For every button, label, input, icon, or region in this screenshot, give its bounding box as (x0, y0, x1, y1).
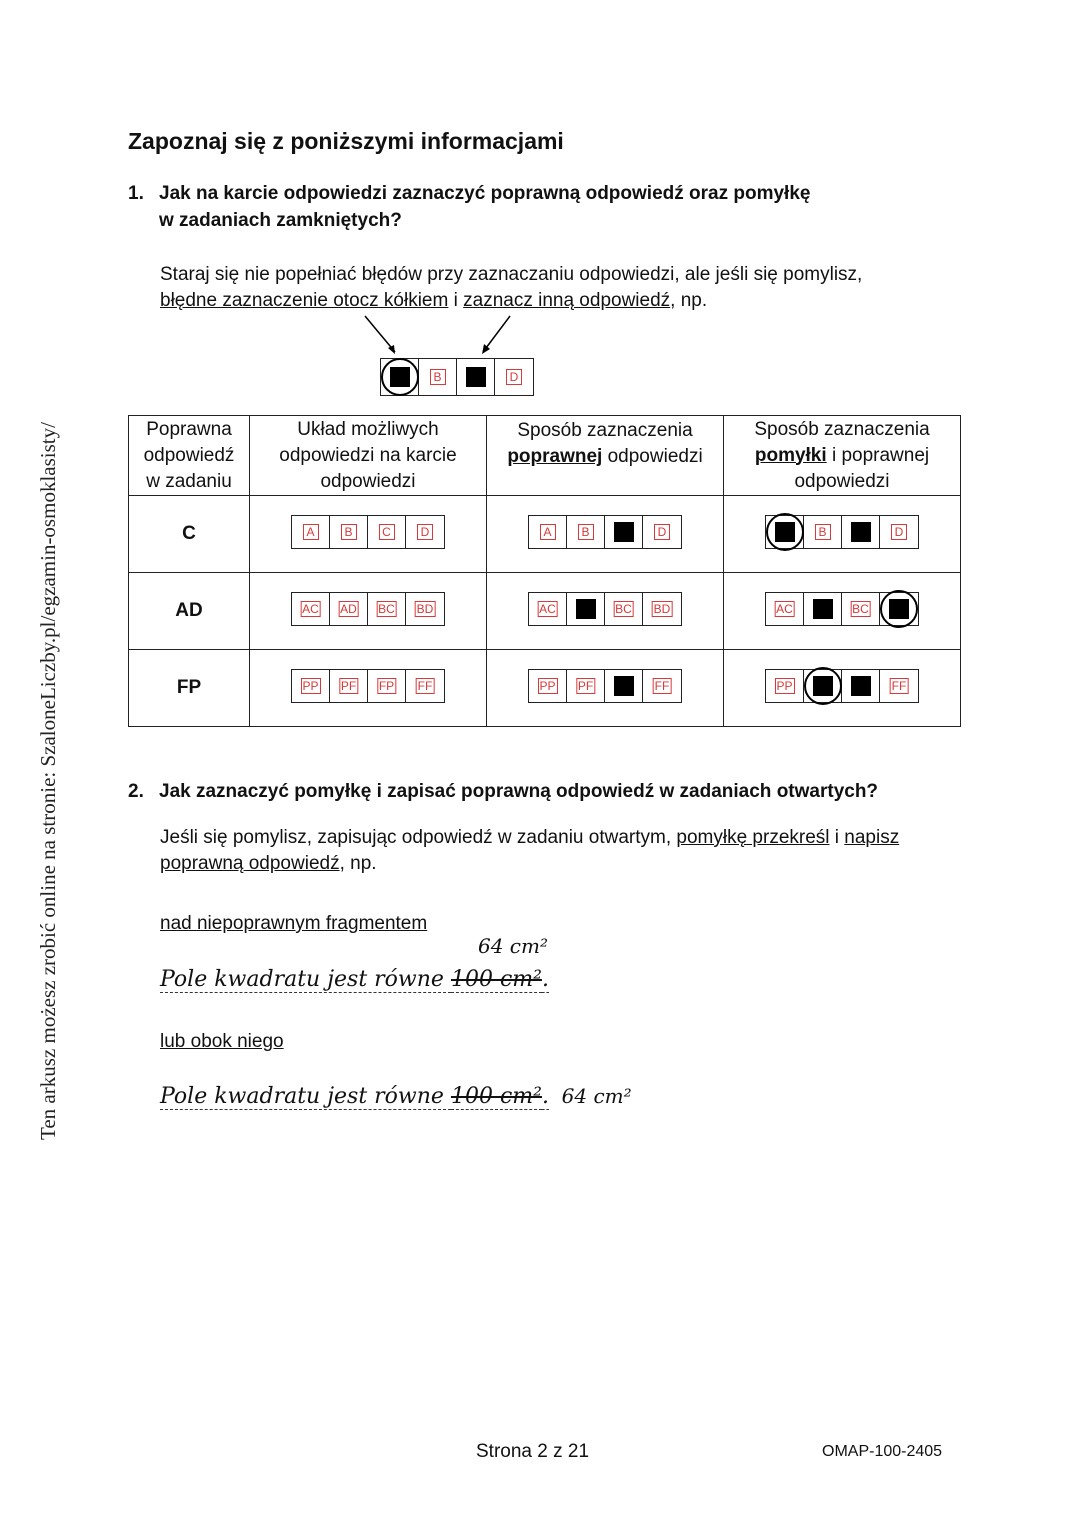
answer-cell: C (129, 496, 250, 573)
correct-cell: PP PF FF (487, 650, 724, 727)
mistake-cell: B D (724, 496, 961, 573)
layout-cell: PP PF FP FF (250, 650, 487, 727)
header-cell: Sposób zaznaczenia pomyłki i poprawnej odpowiedzi (724, 416, 961, 496)
correct-cell: AC BC BD (487, 573, 724, 650)
example-1-label: nad niepoprawnym fragmentem (160, 913, 428, 934)
mistake-cell: AC BC (724, 573, 961, 650)
example-1-sentence: Pole kwadratu jest równe 100 cm². (160, 967, 549, 992)
layout-cell: AC AD BC BD (250, 573, 487, 650)
correct-cell: A B D (487, 496, 724, 573)
question-line-2: w zadaniach zamkniętych? (159, 210, 402, 231)
intro-part-a: błędne zaznaczenie otocz kółkiem (160, 290, 449, 311)
answer-cell: AD (129, 573, 250, 650)
table-header-row (129, 416, 961, 496)
question-2 (128, 778, 978, 806)
page-heading: Zapoznaj się z poniższymi informacjami (128, 128, 564, 154)
example-box-4: D (495, 359, 533, 395)
mistake-cell: PP FF (724, 650, 961, 727)
table-row (129, 573, 961, 650)
intro-tail: , np. (670, 290, 708, 311)
intro-part-b: zaznacz inną odpowiedź (463, 290, 671, 311)
header-cell: Układ możliwych odpowiedzi na karcie odpowiedzi (250, 416, 487, 496)
table-row (129, 650, 961, 727)
answer-cell: FP (129, 650, 250, 727)
intro-line-1: Staraj się nie popełniać błędów przy zaznaczaniu odpowiedzi, ale jeśli się pomylisz, (160, 264, 863, 285)
intro-paragraph (160, 262, 862, 314)
example-1-correction: 64 cm² (478, 934, 548, 958)
closed-questions-table (128, 415, 961, 727)
example-2-label: lub obok niego (160, 1031, 284, 1052)
question-text: Jak zaznaczyć pomyłkę i zapisać poprawną odpowiedź w zadaniach otwartych? (159, 781, 879, 802)
arrows-icon (355, 312, 525, 362)
exam-code: OMAP-100-2405 (822, 1443, 943, 1460)
example-2-sentence: Pole kwadratu jest równe 100 cm². 64 cm² (160, 1084, 632, 1109)
question-number: 1. (128, 183, 144, 204)
table-row (129, 496, 961, 573)
example-box-3 (457, 359, 495, 395)
q2-intro: Jeśli się pomylisz, zapisując odpowiedź w zadaniu otwartym, pomyłkę przekreśl i napisz poprawną odpowiedź, np. (160, 827, 900, 874)
page-number: Strona 2 z 21 (476, 1441, 590, 1462)
question-number: 2. (128, 781, 144, 802)
example-answer-boxes (380, 358, 534, 396)
header-cell: Poprawna odpowiedź w zadaniu (129, 416, 250, 496)
intro-and: i (448, 290, 464, 311)
layout-cell: A B C D (250, 496, 487, 573)
question-1 (128, 180, 928, 236)
side-note: Ten arkusz możesz zrobić online na stronie: SzaloneLiczby.pl/egzamin-osmoklasisty/ (36, 422, 60, 1140)
header-cell: Sposób zaznaczenia poprawnej odpowiedzi (487, 416, 724, 496)
example-box-1 (381, 359, 419, 395)
question-line-1: Jak na karcie odpowiedzi zaznaczyć poprawną odpowiedź oraz pomyłkę (159, 183, 811, 204)
example-box-2: B (419, 359, 457, 395)
